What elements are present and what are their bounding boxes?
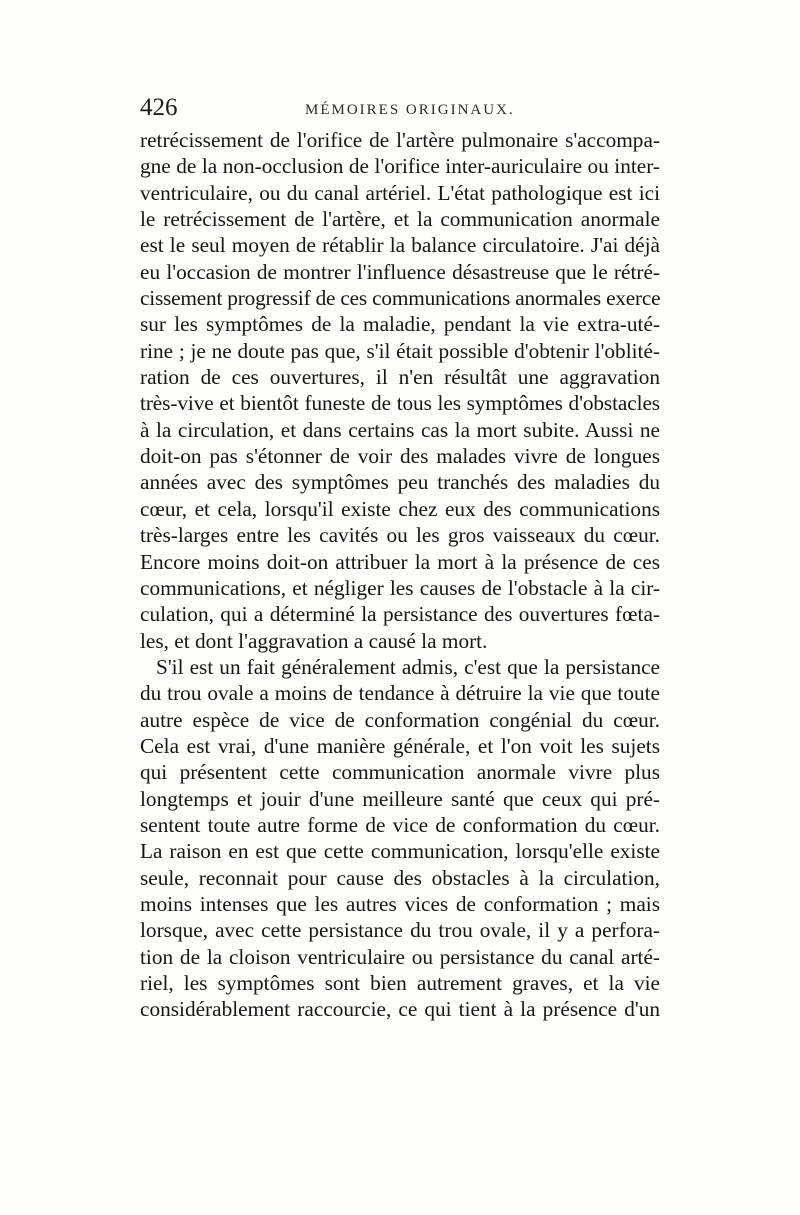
text-line: S'il est un fait généralement admis, c'est que la persistance xyxy=(156,654,660,679)
text-line: les, et dont l'aggravation a causé la mort. xyxy=(140,628,488,653)
text-line: sentent toute autre forme de vice de conformation du cœur. xyxy=(140,812,660,837)
text-line: communications, et négliger les causes de l'obstacle à la cir- xyxy=(140,575,660,600)
text-line: qui présentent cette communication anormale vivre plus xyxy=(140,760,660,785)
text-line: très-larges entre les cavités ou les gros vaisseaux du cœur. xyxy=(140,523,660,548)
page-number: 426 xyxy=(140,94,178,121)
text-line: à la circulation, et dans certains cas la mort subite. Aussi ne xyxy=(140,417,660,442)
text-line: cœur, et cela, lorsqu'il existe chez eux des communications xyxy=(140,496,660,521)
page-header xyxy=(140,94,670,128)
text-line: années avec des symptômes peu tranchés des maladies du xyxy=(140,470,660,495)
text-line: ration de ces ouvertures, il n'en résultât une aggravation xyxy=(140,365,660,390)
text-line: seule, reconnait pour cause des obstacles à la circulation, xyxy=(140,865,660,890)
text-line: le retrécissement de l'artère, et la communication anormale xyxy=(140,207,660,232)
text-line: doit-on pas s'étonner de voir des malades vivre de longues xyxy=(140,444,660,469)
text-line: Encore moins doit-on attribuer la mort à la présence de ces xyxy=(140,549,660,574)
text-line: cissement progressif de ces communications anormales exerce xyxy=(140,286,661,311)
text-line: culation, qui a déterminé la persistance des ouvertures fœta- xyxy=(140,602,660,627)
text-line: autre espèce de vice de conformation congénial du cœur. xyxy=(140,707,660,732)
text-line: lorsque, avec cette persistance du trou ovale, il y a perfora- xyxy=(140,918,660,943)
text-line: du trou ovale a moins de tendance à détruire la vie que toute xyxy=(140,681,660,706)
text-line: La raison en est que cette communication, lorsqu'elle existe xyxy=(140,839,660,864)
text-line: très-vive et bientôt funeste de tous les symptômes d'obstacles xyxy=(140,391,660,416)
running-head: MÉMOIRES ORIGINAUX. xyxy=(305,102,515,118)
text-line: moins intenses que les autres vices de conformation ; mais xyxy=(140,891,660,916)
text-line: tion de la cloison ventriculaire ou persistance du canal arté- xyxy=(140,944,660,969)
text-line: gne de la non-occlusion de l'orifice inter-auriculaire ou inter- xyxy=(140,154,660,179)
text-line: eu l'occasion de montrer l'influence désastreuse que le rétré- xyxy=(140,259,660,284)
text-line: ventriculaire, ou du canal artériel. L'état pathologique est ici xyxy=(140,180,660,205)
text-line: rine ; je ne doute pas que, s'il était possible d'obtenir l'oblité- xyxy=(140,338,660,363)
body-text xyxy=(140,127,660,1023)
text-line: longtemps et jouir d'une meilleure santé que ceux qui pré- xyxy=(140,786,660,811)
text-line: sur les symptômes de la maladie, pendant la vie extra-uté- xyxy=(140,312,660,337)
text-line: est le seul moyen de rétablir la balance circulatoire. J'ai déjà xyxy=(140,233,660,258)
text-line: retrécissement de l'orifice de l'artère pulmonaire s'accompa- xyxy=(140,128,660,152)
text-line: Cela est vrai, d'une manière générale, et l'on voit les sujets xyxy=(140,733,660,758)
text-line: considérablement raccourcie, ce qui tient à la présence d'un xyxy=(140,997,660,1022)
text-line: riel, les symptômes sont bien autrement graves, et la vie xyxy=(140,971,660,995)
